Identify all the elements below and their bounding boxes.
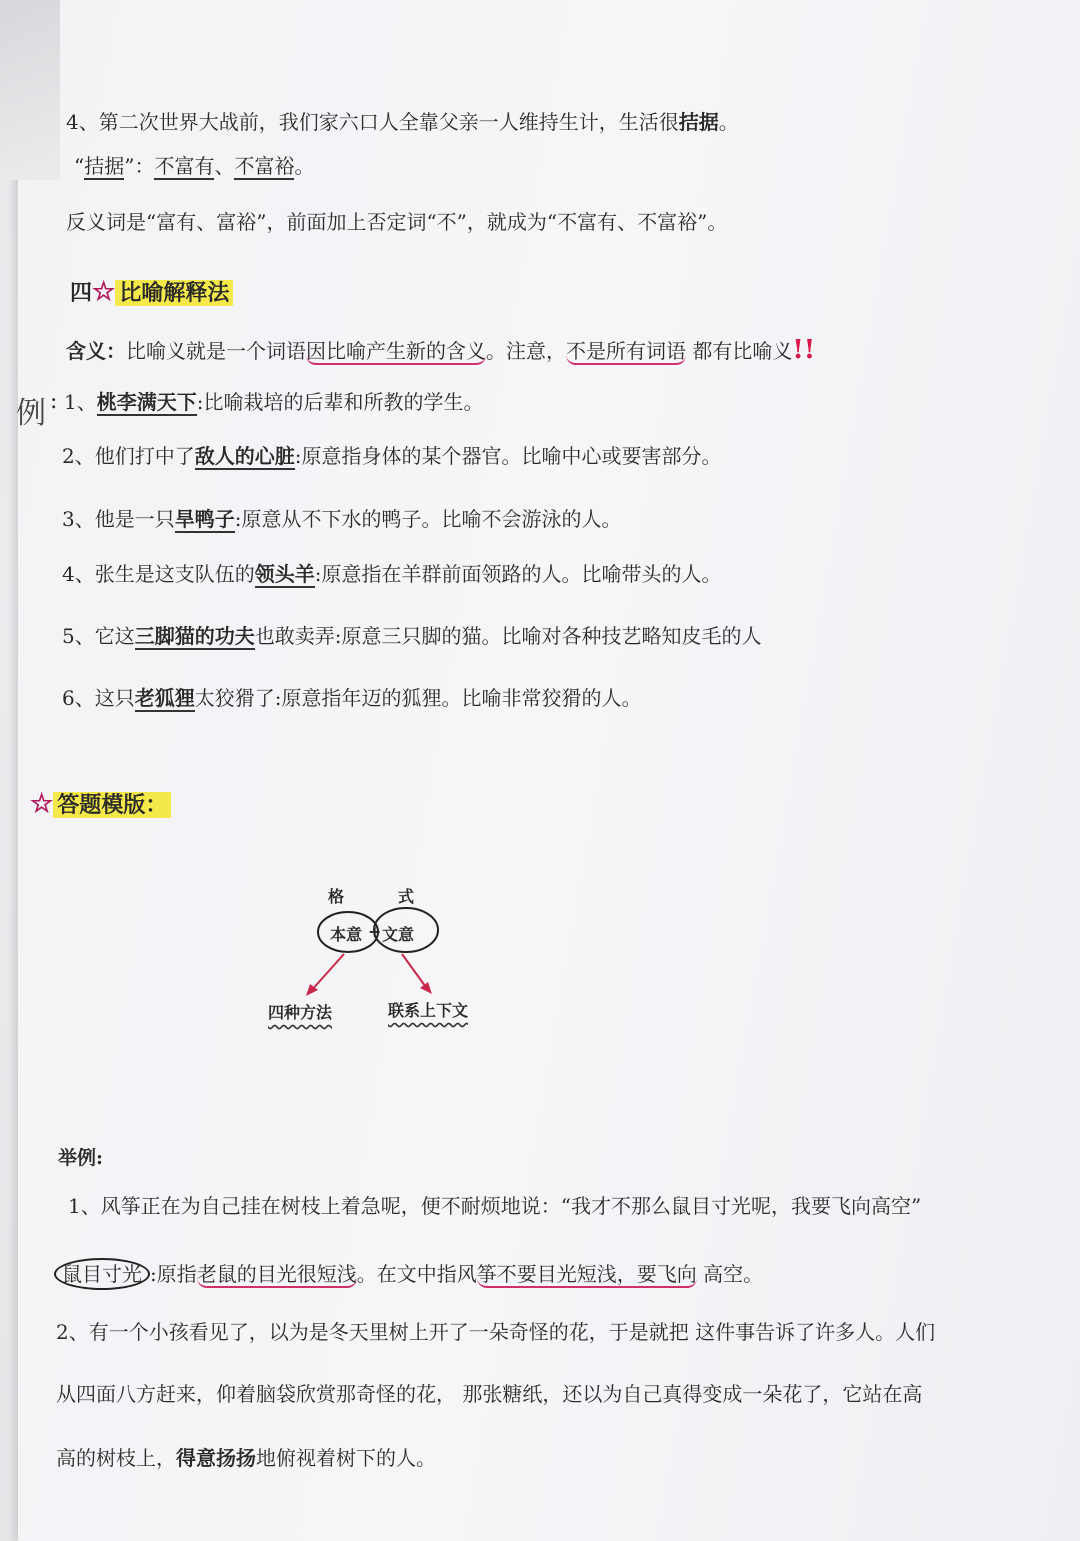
template-heading: ☆ 答题模版： xyxy=(30,790,171,819)
colon-mark: : xyxy=(50,389,58,414)
example-line-4: 4、第二次世界大战前，我们家六口人全靠父亲一人维持生计，生活很拮据。 xyxy=(66,110,739,134)
example-post: :原意指身体的某个器官。比喻中心或要害部分。 xyxy=(294,444,722,468)
example-word: 老狐狸 xyxy=(134,686,195,710)
example-word: 三脚猫的功夫 xyxy=(134,624,255,648)
example-post: 太狡猾了:原意指年迈的狐狸。比喻非常狡猾的人。 xyxy=(194,686,642,710)
example-2-line-1: 2、有一个小孩看见了，以为是冬天里树上开了一朵奇怪的花，于是就把 这件事告诉了许多人。人们 xyxy=(56,1320,936,1344)
metaphor-example-2 xyxy=(62,442,721,470)
star-icon: ☆ xyxy=(92,277,116,307)
example-pre: 他是一只 xyxy=(94,507,175,531)
example-num: 4、 xyxy=(62,562,95,586)
star-icon: ☆ xyxy=(30,789,54,819)
format-label-right: 式 xyxy=(398,887,415,906)
example-pre: 它这 xyxy=(94,624,135,648)
node-plus: + xyxy=(368,922,382,941)
examples-label: 举例: xyxy=(58,1147,104,1169)
metaphor-example-4 xyxy=(62,560,721,588)
example-word: 桃李满天下 xyxy=(96,390,197,414)
example-word: 旱鸭子 xyxy=(174,507,235,531)
example-num: 3、 xyxy=(62,507,95,531)
branch-right: 联系上下文 xyxy=(388,1001,469,1020)
format-label-left: 格 xyxy=(328,887,345,906)
arrow-left xyxy=(310,954,344,992)
node-left: 本意 xyxy=(330,925,363,944)
example-num: 2、 xyxy=(62,444,95,468)
arrow-right-head xyxy=(420,982,432,994)
example-2-line-3: 高的树枝上，得意扬扬地俯视着树下的人。 xyxy=(56,1446,436,1470)
example-pre: 他们打中了 xyxy=(94,444,195,468)
definition-line: 含义：比喻义就是一个词语因比喻产生新的含义。注意，不是所有词语 都有比喻义!! xyxy=(66,335,816,365)
arrow-right xyxy=(402,954,428,990)
example-num: 5、 xyxy=(62,624,95,648)
example-post: :原意从不下水的鸭子。比喻不会游泳的人。 xyxy=(234,507,622,531)
example-handwritten-mark: 例 xyxy=(16,396,46,431)
example-num: 1、 xyxy=(64,390,97,414)
example-pre: 张生是这支队伍的 xyxy=(94,562,255,586)
example-1-gloss: 鼠目寸光 :原指老鼠的目光很短浅。在文中指风筝不要目光短浅，要飞向 高空。 xyxy=(54,1258,763,1290)
paper-fold xyxy=(0,0,60,180)
example-num: 6、 xyxy=(62,686,95,710)
example-post: 也敢卖弄:原意三只脚的猫。比喻对各种技艺略知皮毛的人 xyxy=(254,624,762,648)
metaphor-example-3 xyxy=(62,505,621,533)
example-word: 敌人的心脏 xyxy=(194,444,295,468)
example-word: 领头羊 xyxy=(254,562,315,586)
example-post: :比喻栽培的后辈和所教的学生。 xyxy=(196,390,484,414)
branch-left: 四种方法 xyxy=(268,1003,333,1022)
example-post: :原意指在羊群前面领路的人。比喻带头的人。 xyxy=(314,562,722,586)
example-1-sentence: 1、风筝正在为自己挂在树枝上着急呢，便不耐烦地说：“我才不那么鼠目寸光呢，我要飞向高空” xyxy=(68,1194,922,1218)
antonym-note: 反义词是“富有、富裕”，前面加上否定词“不”，就成为“不富有、不富裕”。 xyxy=(66,210,728,234)
metaphor-example-6 xyxy=(62,684,641,712)
gloss-line: “拮据”：不富有、不富裕。 xyxy=(74,154,315,178)
section4-heading: 四☆ 比喻解释法 xyxy=(70,278,233,307)
metaphor-example-1 xyxy=(64,388,483,416)
example-2-line-2: 从四面八方赶来，仰着脑袋欣赏那奇怪的花， 那张糖纸，还以为自己真得变成一朵花了，它站在高 xyxy=(56,1382,923,1406)
node-right: 文意 xyxy=(382,925,415,944)
metaphor-example-5 xyxy=(62,622,761,650)
example-pre: 这只 xyxy=(94,686,135,710)
